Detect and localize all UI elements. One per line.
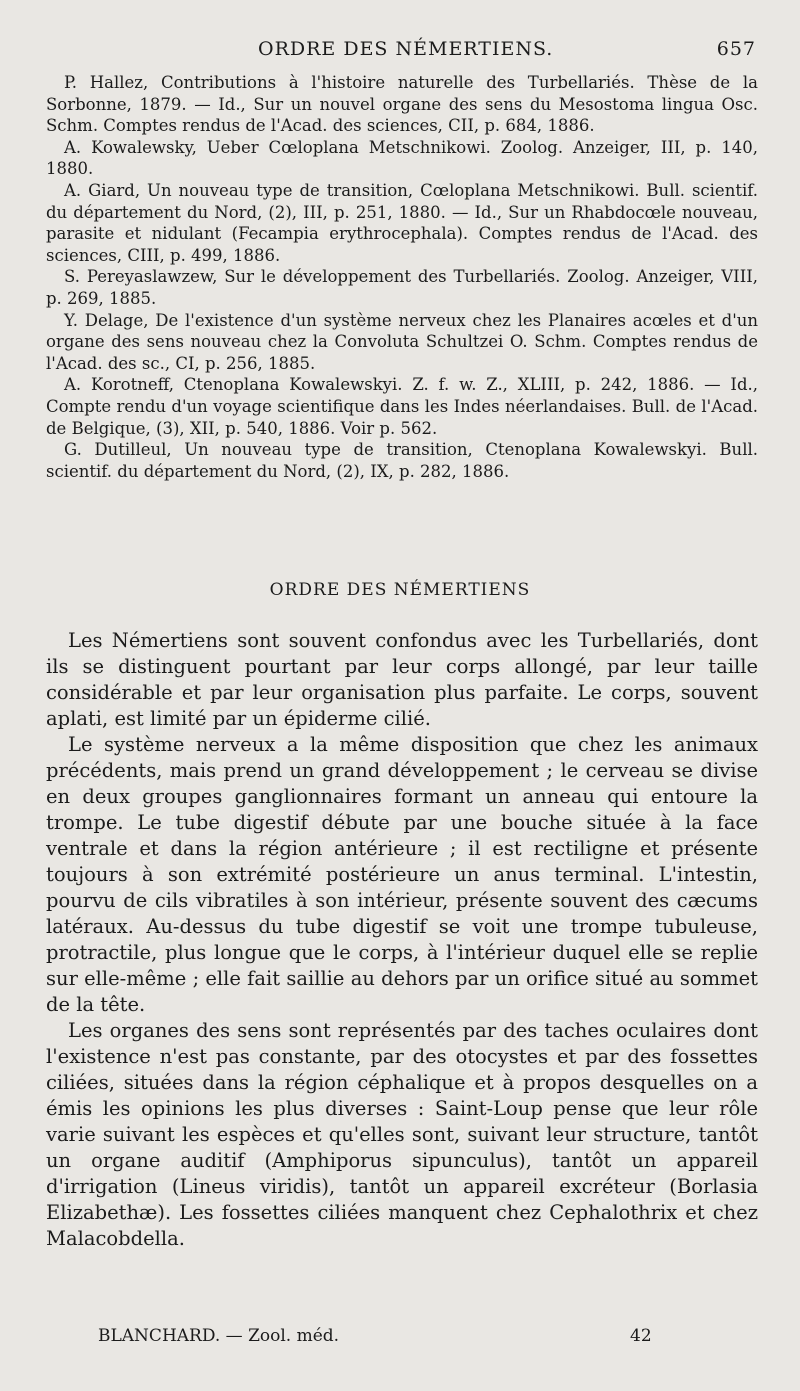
page-footer	[46, 1326, 706, 1352]
body-paragraph: Les Némertiens sont souvent confondus avec les Turbellariés, dont ils se distinguent pourtant par leur corps allongé, par leur taille considérable et par leur organisation plus parfaite. Le corps, souvent aplati, est limité par un épiderme cilié.	[46, 629, 758, 730]
page-number: 657	[716, 38, 756, 60]
printer-signature: BLANCHARD. — Zool. méd.	[98, 1326, 340, 1346]
running-head	[48, 38, 756, 66]
bibliography-entry: A. Giard, Un nouveau type de transition, Cœloplana Metschnikowi. Bull. scientif. du département du Nord, (2), III, p. 251, 1880. — Id., Sur un Rhabdocœle nouveau, parasite et nidulant (Fecampia erythrocephala). Comptes rendus de l'Acad. des sciences, CIII, p. 499, 1886.	[46, 180, 758, 265]
section-heading: ORDRE DES NÉMERTIENS	[269, 580, 531, 600]
body-paragraph: Les organes des sens sont représentés par des taches oculaires dont l'existence n'est pas constante, par des otocystes et par des fossettes ciliées, situées dans la région céphalique et à propos desquelles on a émis les opinions les plus diverses : Saint-Loup pense que leur rôle varie suivant les espèces et qu'elles sont, suivant leur structure, tantôt un organe auditif (Amphiporus sipunculus), tantôt un appareil d'irrigation (Lineus viridis), tantôt un appareil excréteur (Borlasia Elizabethæ). Les fossettes ciliées manquent chez Cephalothrix et chez Malacobdella.	[46, 1019, 758, 1250]
bibliography-entry: P. Hallez, Contributions à l'histoire naturelle des Turbellariés. Thèse de la Sorbonne, 1879. — Id., Sur un nouvel organe des sens du Mesostoma lingua Osc. Schm. Comptes rendus de l'Acad. des sciences, CII, p. 684, 1886.	[46, 73, 758, 136]
bibliography-entry: A. Korotneff, Ctenoplana Kowalewskyi. Z. f. w. Z., XLIII, p. 242, 1886. — Id., Compte rendu d'un voyage scientifique dans les Indes néerlandaises. Bull. de l'Acad. de Belgique, (3), XII, p. 540, 1886. Voir p. 562.	[46, 375, 758, 438]
signature-number: 42	[630, 1326, 652, 1346]
body-text	[46, 628, 758, 1252]
bibliography-entry: A. Kowalewsky, Ueber Cœloplana Metschnikowi. Zoolog. Anzeiger, III, p. 140, 1880.	[46, 137, 758, 179]
running-title: ORDRE DES NÉMERTIENS.	[258, 38, 554, 60]
bibliography-entry: G. Dutilleul, Un nouveau type de transition, Ctenoplana Kowalewskyi. Bull. scientif. du département du Nord, (2), IX, p. 282, 1886.	[46, 440, 758, 481]
bibliography-entry: Y. Delage, De l'existence d'un système nerveux chez les Planaires acœles et d'un organe des sens nouveau chez la Convoluta Schultzei O. Schm. Comptes rendus de l'Acad. des sc., CI, p. 256, 1885.	[46, 310, 758, 373]
body-paragraph: Le système nerveux a la même disposition que chez les animaux précédents, mais prend un grand développement ; le cerveau se divise en deux groupes ganglionnaires formant un anneau qui entoure la trompe. Le tube digestif débute par une bouche située à la face ventrale et dans la région antérieure ; il est rectiligne et présente toujours à son extrémité postérieure un anus terminal. L'intestin, pourvu de cils vibratiles à son intérieur, présente souvent des cæcums latéraux. Au-dessus du tube digestif se voit une trompe tubuleuse, protractile, plus longue que le corps, à l'intérieur duquel elle se replie sur elle-même ; elle fait saillie au dehors par un orifice situé au sommet de la tête.	[46, 733, 758, 1016]
bibliography-entry: S. Pereyaslawzew, Sur le développement des Turbellariés. Zoolog. Anzeiger, VIII, p. 269, 1885.	[46, 267, 758, 308]
bibliography	[46, 72, 758, 482]
